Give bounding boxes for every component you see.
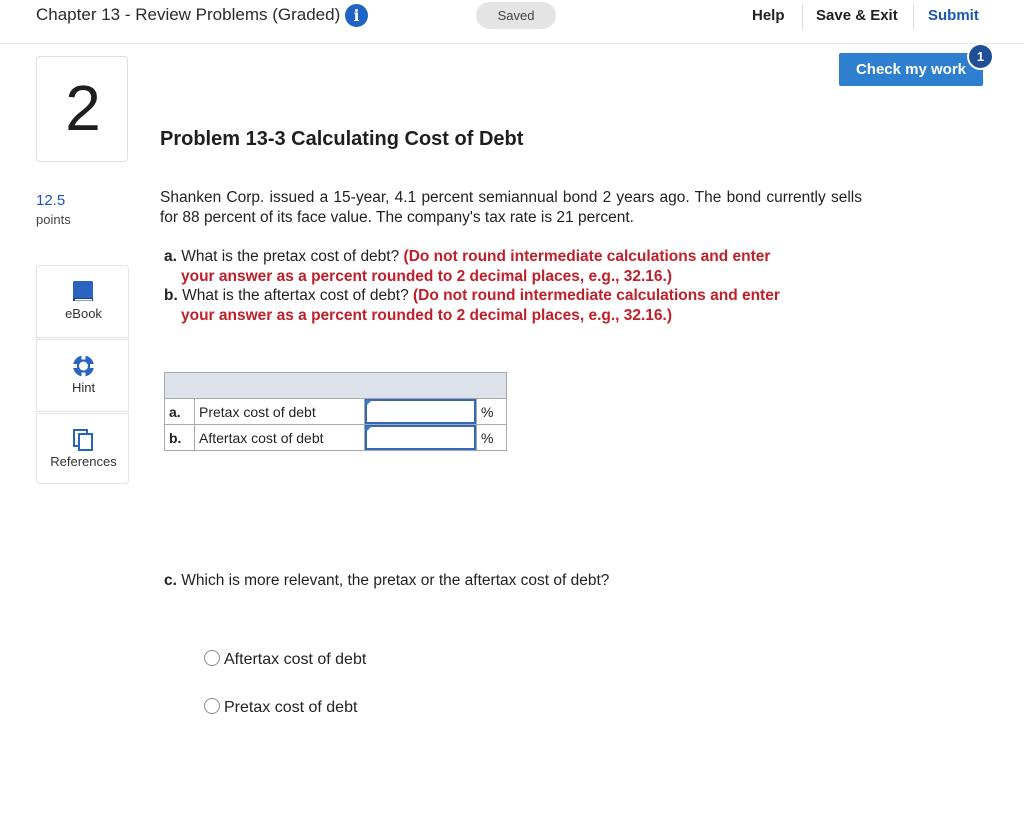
question-number: 2 bbox=[65, 72, 101, 144]
points-value: 12.5 bbox=[36, 192, 66, 209]
question-part-a bbox=[164, 247, 864, 287]
help-button[interactable]: Help bbox=[752, 7, 785, 24]
answer-table bbox=[164, 372, 507, 451]
check-count-badge: 1 bbox=[967, 43, 994, 70]
input-flag-icon bbox=[366, 426, 372, 432]
part-b-question: What is the aftertax cost of debt? bbox=[182, 287, 409, 304]
part-c-question: Which is more relevant, the pretax or the aftertax cost of debt? bbox=[181, 572, 610, 589]
question-part-b bbox=[164, 286, 864, 326]
aftertax-cost-input[interactable] bbox=[365, 425, 476, 450]
part-a-question: What is the pretax cost of debt? bbox=[181, 248, 400, 265]
table-row bbox=[165, 425, 507, 451]
radio-option-pretax[interactable] bbox=[204, 698, 357, 717]
saved-status-badge: Saved bbox=[476, 2, 556, 29]
question-number-box bbox=[36, 56, 128, 162]
ebook-button[interactable] bbox=[36, 265, 129, 338]
hint-label: Hint bbox=[71, 380, 96, 395]
references-button[interactable] bbox=[36, 413, 129, 484]
part-b-letter: b. bbox=[164, 287, 178, 304]
info-icon[interactable]: i bbox=[345, 4, 368, 27]
radio-button[interactable] bbox=[204, 698, 220, 714]
radio-label: Pretax cost of debt bbox=[224, 699, 358, 716]
problem-title: Problem 13-3 Calculating Cost of Debt bbox=[160, 128, 524, 150]
documents-icon bbox=[37, 428, 130, 452]
row-unit: % bbox=[477, 425, 507, 451]
top-bar bbox=[0, 0, 1024, 44]
submit-button[interactable]: Submit bbox=[928, 7, 979, 24]
table-header bbox=[165, 373, 507, 399]
part-b-instruction-cont: your answer as a percent rounded to 2 decimal places, e.g., 32.16.) bbox=[181, 307, 673, 324]
pretax-cost-input-cell bbox=[365, 399, 477, 425]
points-label: points bbox=[36, 212, 71, 227]
part-a-letter: a. bbox=[164, 248, 177, 265]
question-part-c bbox=[164, 572, 609, 590]
hint-button[interactable] bbox=[36, 339, 129, 412]
pretax-cost-input[interactable] bbox=[365, 399, 476, 424]
radio-label: Aftertax cost of debt bbox=[224, 651, 367, 668]
part-c-letter: c. bbox=[164, 572, 177, 589]
part-a-instruction: (Do not round intermediate calculations and enter bbox=[403, 248, 771, 265]
aftertax-cost-input-cell bbox=[365, 425, 477, 451]
part-a-instruction-cont: your answer as a percent rounded to 2 decimal places, e.g., 32.16.) bbox=[181, 268, 673, 285]
check-my-work-button[interactable]: Check my work bbox=[839, 53, 983, 86]
header-divider bbox=[913, 4, 914, 30]
row-description: Pretax cost of debt bbox=[195, 399, 365, 425]
radio-option-aftertax[interactable] bbox=[204, 650, 366, 669]
row-letter: b. bbox=[165, 425, 195, 451]
part-b-instruction: (Do not round intermediate calculations and enter bbox=[413, 287, 780, 304]
table-header-row bbox=[165, 373, 507, 399]
radio-button[interactable] bbox=[204, 650, 220, 666]
references-label: References bbox=[50, 454, 117, 469]
input-flag-icon bbox=[366, 400, 372, 406]
lifebuoy-icon bbox=[37, 354, 130, 378]
chapter-title: Chapter 13 - Review Problems (Graded) bbox=[36, 5, 341, 24]
ebook-label: eBook bbox=[65, 306, 102, 321]
table-row bbox=[165, 399, 507, 425]
save-exit-button[interactable]: Save & Exit bbox=[816, 7, 898, 24]
row-description: Aftertax cost of debt bbox=[195, 425, 365, 451]
row-unit: % bbox=[477, 399, 507, 425]
book-icon bbox=[37, 280, 130, 304]
header-divider bbox=[802, 4, 803, 30]
problem-text: Shanken Corp. issued a 15-year, 4.1 percent semiannual bond 2 years ago. The bond currently sells for 88 percent of its face value. The company's tax rate is 21 percent. bbox=[160, 189, 862, 226]
row-letter: a. bbox=[165, 399, 195, 425]
